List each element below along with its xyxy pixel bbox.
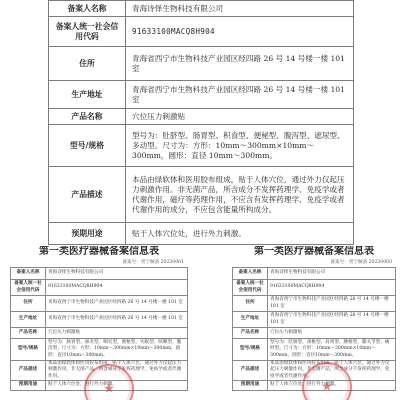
row-label: 住所 [49,47,126,81]
document-title: 第一类医疗器械备案信息表 [39,246,159,257]
row-label: 型号/规格 [11,339,46,361]
row-label: 备案人统一社会信用代码 [49,17,126,47]
table-row [233,312,396,328]
row-value: 穴位压力刺激贴 [126,109,354,125]
table-row [49,47,354,81]
row-value: 贴于人体穴位处，进行外力刺激。 [46,381,188,391]
row-value: 贴于人体穴位处，进行外力刺激。 [268,381,396,391]
table-row [49,167,354,223]
row-value: 青海诗怿生物科技有限公司 [126,1,354,17]
row-label: 住所 [11,296,46,312]
row-label: 住所 [233,296,268,312]
row-label: 备案人名称 [11,268,46,280]
row-label: 生产地址 [233,312,268,328]
row-label: 预期用途 [233,381,268,391]
row-label: 产品描述 [233,361,268,381]
record-number: 备案号：青宁械备 20230060 [330,260,392,265]
row-value: 本品由绿软体和医用胶布组成，贴于人体穴位，通过外力仅起压力刺激作用。非无菌产品，所含成分不发挥药理学、免疫学或者代谢作用，磁疗等药理作用，不应含有发挥药理学、免疫学或者代谢作用的成分，不应包含能量所构成分。 [126,167,354,223]
table-row [11,280,188,296]
row-label: 型号/规格 [49,125,126,167]
row-label: 备案人统一社会信用代码 [11,280,46,296]
table-row [11,312,188,328]
table-row [49,17,354,47]
table-row [233,328,396,339]
row-label: 备案人名称 [49,1,126,17]
row-value: 本品由绿软体和医用胶布组成，贴于人体穴位，通过外力仅起压力刺激作用。非无菌产品，所含成分不发挥药理学、免疫学或者代谢作用。 [268,361,396,381]
table-row [49,81,354,109]
table-row [233,280,396,296]
table-row [233,268,396,280]
row-label: 产品名称 [233,328,268,339]
table-row [11,296,188,312]
record-table-main [48,0,354,245]
table-row [11,339,188,361]
record-document-left [10,246,188,400]
row-value: 贴于人体穴位处，进行外力刺激。 [126,223,354,245]
table-row [49,125,354,167]
row-value: 青海省西宁市生物科技产业园区经四路 26 号 14 号楼一楼 101 室 [268,296,396,312]
row-value: 穴位压力刺激贴 [46,328,188,339]
row-label: 备案人统一社会信用代码 [233,280,268,296]
row-value: 穴位压力刺激贴 [268,328,396,339]
row-value: 型号为：肚脐型、颈椎型、肩周型、腰椎型、膝关节型、痛经型。尺寸为：方形：10mm～300mm×10mm～300mm，圆形：直径10mm～300mm。 [268,339,396,361]
row-value: 青海省西宁市生物科技产业园区经四路 26 号 14 号楼一楼 101 室 [126,81,354,109]
record-number: 备案号：青宁械备 20230061 [122,260,184,265]
table-row [49,1,354,17]
record-document-right [232,246,396,400]
row-value: 青海省西宁市生物科技产业园区经四路 26 号 14 号楼一楼 101 室 [268,312,396,328]
row-value: 青海省西宁市生物科技产业园区经四路 26 号 14 号楼一楼 101 室 [126,47,354,81]
table-row [11,268,188,280]
row-value: 型号为：肚脐型、肠胃型、积食型、便秘型、腹泻型、遮尿型、多动型。尺寸为：方形：10mm～300mm×10mm～300mm，圆形：直径 10mm～300mm。 [126,125,354,167]
row-label: 生产地址 [11,312,46,328]
table-row [49,223,354,245]
row-value: 本品由绿软体和医用胶布组成，贴于人体穴位，通过外力仅起压力刺激作用。非无菌产品，所含成分不发挥药理学、免疫学或者代谢作用。 [46,361,188,381]
row-label: 产品名称 [49,109,126,125]
table-row [11,328,188,339]
row-value: 91633100MACQ8H904 [126,17,354,47]
row-value: 青海诗怿生物科技有限公司 [46,268,188,280]
row-label: 产品描述 [11,361,46,381]
table-row [233,296,396,312]
row-label: 产品名称 [11,328,46,339]
document-title: 第一类医疗器械备案信息表 [254,246,374,257]
row-label: 生产地址 [49,81,126,109]
row-label: 预期用途 [11,381,46,391]
table-row [49,109,354,125]
row-value: 青海省西宁市生物科技产业园区经四路 26 号 14 号楼一楼 101 室 [46,312,188,328]
row-value: 型号为：肠胃型、鼻炎型、咽炎型、便秘型、失眠型、咳嗽型、腹泻型。尺寸为：方形：10mm～300mm×10mm～300mm，圆形：直径10mm～300mm。 [46,339,188,361]
row-label: 备案人名称 [233,268,268,280]
row-value: 青海省西宁市生物科技产业园区经四路 26 号 14 号楼一楼 101 室 [46,296,188,312]
row-value: 青海诗怿生物科技有限公司 [268,268,396,280]
row-label: 预期用途 [49,223,126,245]
table-row [233,339,396,361]
row-label: 型号/规格 [233,339,268,361]
row-label: 产品描述 [49,167,126,223]
row-value: 91633100MACQ8H904 [268,280,396,296]
row-value: 91633100MACQ8H904 [46,280,188,296]
